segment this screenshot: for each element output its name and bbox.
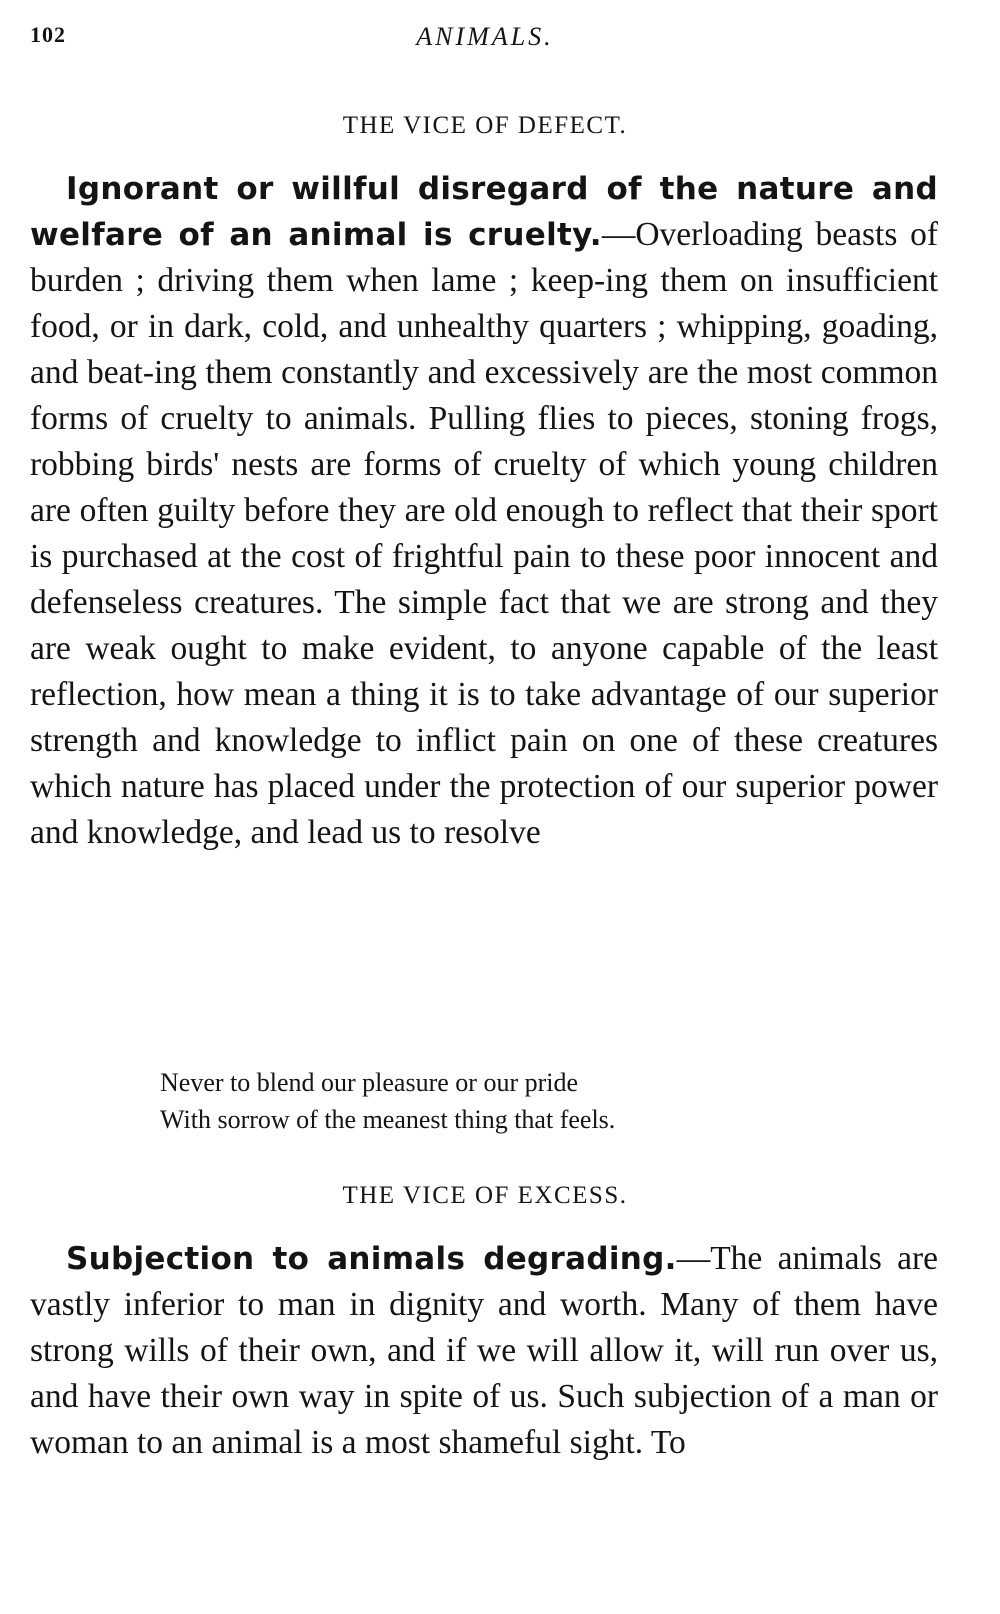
section-heading-excess: THE VICE OF EXCESS.	[342, 1182, 628, 1209]
paragraph-body-defect: —Overloading beasts of burden ; driving them when lame ; keep-ing them on insufficient food, or in dark, cold, and unhealthy quarters ; whipping, goading, and beat-ing them constantly and excessively are the most common forms of cruelty to animals. Pulling flies to pieces, stoning frogs, robbing birds' nests are forms of cruelty of which young children are often guilty before they are old enough to reflect that their sport is purchased at the cost of frightful pain to these poor innocent and defenseless creatures. The simple fact that we are strong and they are weak ought to make evident, to anyone capable of the least reflection, how mean a thing it is to take advantage of our superior strength and knowledge to inflict pain on one of these creatures which nature has placed under the protection of our superior power and knowledge, and lead us to resolve	[30, 216, 938, 851]
section-heading-defect: THE VICE OF DEFECT.	[342, 112, 628, 139]
running-head	[30, 22, 940, 62]
verse-quote	[160, 1064, 860, 1138]
paragraph-excess	[30, 1236, 938, 1466]
verse-line-2: With sorrow of the meanest thing that feels.	[160, 1105, 616, 1134]
verse-line-1: Never to blend our pleasure or our pride	[160, 1068, 579, 1097]
paragraph-lead-defect: Ignorant or willful disregard of the nature and welfare of an animal is cruelty.	[30, 171, 938, 253]
paragraph-lead-excess: Subjection to animals degrading.	[66, 1241, 677, 1277]
paragraph-defect	[30, 166, 938, 856]
paragraph-body-excess: —The animals are vastly inferior to man in dignity and worth. Many of them have strong wills of their own, and if we will allow it, will run over us, and have their own way in spite of us. Such subjection of a man or woman to an animal is a most shameful sight. To	[30, 1240, 938, 1461]
page-number: 102	[30, 22, 66, 47]
running-title: ANIMALS.	[416, 22, 554, 51]
